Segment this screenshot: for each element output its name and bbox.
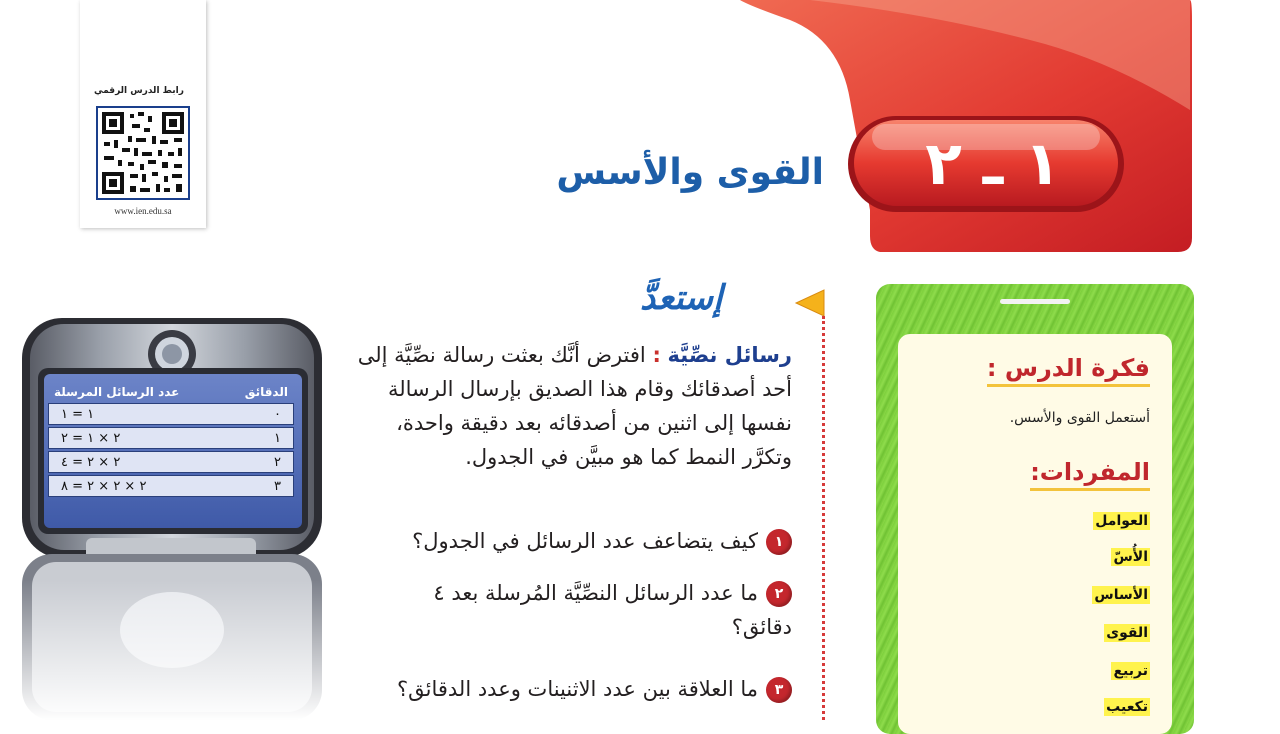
question-3 <box>352 672 792 706</box>
table-header-messages: عدد الرسائل المرسلة <box>54 385 180 399</box>
question-number-badge: ٢ <box>766 581 792 607</box>
table-cell-messages: ٢ × ٢ = ٤ <box>61 454 121 470</box>
triangle-marker-icon <box>792 288 826 318</box>
table-row <box>48 451 294 473</box>
table-cell-minutes: ٢ <box>274 454 281 470</box>
question-2 <box>372 576 792 644</box>
vocabulary-title: المفردات: <box>1030 458 1150 491</box>
intro-paragraph <box>352 338 792 474</box>
vocab-item: العوامل <box>1095 513 1148 529</box>
lesson-title: القوى والأسس <box>556 152 824 193</box>
table-cell-minutes: ١ <box>274 430 281 446</box>
lesson-number: ١ ـ ٢ <box>925 129 1061 199</box>
table-cell-minutes: ٠ <box>274 406 281 422</box>
intro-colon: : <box>652 343 661 367</box>
question-number-badge: ١ <box>766 529 792 555</box>
qr-code-icon[interactable] <box>96 106 190 200</box>
question-text: ما العلاقة بين عدد الاثنينات وعدد الدقائق؟ <box>396 677 758 701</box>
vocab-item: تربيع <box>1113 663 1148 679</box>
intro-lead: رسائل نصِّيَّة <box>667 343 792 367</box>
question-number-badge: ٣ <box>766 677 792 703</box>
question-text: كيف يتضاعف عدد الرسائل في الجدول؟ <box>412 529 758 553</box>
phone-illustration <box>0 310 340 720</box>
vocab-item: تكعيب <box>1106 699 1148 715</box>
table-cell-messages: ٢ × ٢ × ٢ = ٨ <box>61 478 147 494</box>
intro-text: افترض أنَّك بعثت رسالة نصِّيَّة إلى أحد أصدقائك وقام هذا الصديق بإرسال الرسالة نفسها إلى اثنين من أصدقائه بعد دقيقة واحدة، وتكرَّر النمط كما هو مبيَّن في الجدول. <box>357 343 792 469</box>
qr-url[interactable]: www.ien.edu.sa <box>114 206 172 216</box>
lesson-idea-title: فكرة الدرس : <box>987 354 1150 387</box>
table-cell-minutes: ٣ <box>274 478 281 494</box>
table-cell-messages: ٢ × ١ = ٢ <box>61 430 121 446</box>
vocab-item: الأُسّ <box>1113 549 1148 565</box>
section-divider <box>822 316 825 720</box>
lesson-idea-text: أستعمل القوى والأسس. <box>1009 410 1150 426</box>
qr-label: رابط الدرس الرقمي <box>94 86 184 96</box>
sidebar-handle <box>1000 299 1070 304</box>
vocab-item: الأساس <box>1094 587 1148 603</box>
table-header-row <box>44 385 298 399</box>
table-row <box>48 427 294 449</box>
table-cell-messages: ١ = ١ <box>61 406 95 422</box>
table-row <box>48 475 294 497</box>
table-row <box>48 403 294 425</box>
vocab-item: القوى <box>1106 625 1148 641</box>
get-ready-title: إستعدَّ <box>640 278 723 318</box>
phone-table <box>44 385 298 499</box>
qr-card <box>80 0 206 228</box>
question-text: ما عدد الرسائل النصِّيَّة المُرسلة بعد ٤ دقائق؟ <box>433 581 792 639</box>
question-1 <box>352 524 792 558</box>
table-header-minutes: الدقائق <box>244 385 288 399</box>
